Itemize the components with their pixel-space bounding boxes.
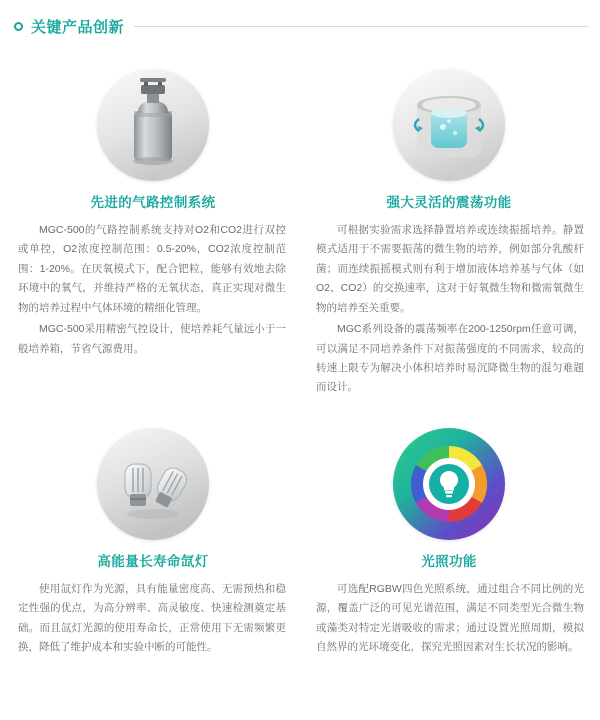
feature-card-illumination	[304, 410, 594, 670]
xenon-lamp-photo	[97, 428, 209, 540]
card-paragraph: 可根据实验需求选择静置培养或连续振摇培养。静置模式适用于不需要振荡的微生物的培养，例如部分乳酸杆菌；而连续振摇模式则有利于增加液体培养基与气体（如O2、CO2）的交换速率，这对于好氧微生物和微需氧微生物的培养至关重要。	[316, 224, 584, 314]
card-title: 高能量长寿命氙灯	[97, 553, 209, 569]
card-paragraph: MGC系列设备的震荡频率在200-1250rpm任意可调，可以满足不同培养条件下对振荡强度的不同需求，较高的转速上限专为解决小体积培养时易沉降微生物的混匀难题而设计。	[316, 323, 584, 394]
card-paragraph: MGC-500的气路控制系统支持对O2和CO2进行双控或单控，O2浓度控制范围：0.5-20%，CO2浓度控制范围：1-20%。在厌氧模式下，配合钯粒，能够有效地去除环境中的氧气，并维持严格的无氧状态，真正实现对微生物的培养过程中气体环境的精细化管理。	[18, 224, 286, 314]
section-header	[0, 0, 600, 45]
card-title: 强大灵活的震荡功能	[386, 195, 512, 210]
card-image-container	[18, 69, 288, 181]
rgbw-color-wheel-photo	[393, 428, 505, 540]
card-title: 先进的气路控制系统	[90, 195, 216, 210]
card-image-container	[18, 428, 288, 540]
feature-card-gas-control	[8, 51, 298, 410]
card-paragraph: 可选配RGBW四色光照系统，通过组合不同比例的光源，覆盖广泛的可见光谱范围，满足不同类型光合微生物或藻类对特定光谱吸收的需求；通过设置光照周期，模拟自然界的光环境变化，探究光照因素对生长状况的影响。	[316, 582, 584, 654]
card-paragraph: MGC-500采用精密气控设计，使培养耗气量远小于一般培养箱，节省气源费用。	[18, 323, 286, 355]
card-image-container	[314, 428, 584, 540]
page-title: 关键产品创新	[31, 19, 125, 36]
card-paragraph: 使用氙灯作为光源，具有能量密度高、无需预热和稳定性强的优点，为高分辨率、高灵敏度、快速检测奠定基础。而且氙灯光源的使用寿命长，正常使用下无需频繁更换，降低了维护成本和实验中断的可能性。	[18, 582, 286, 654]
feature-card-xenon-lamp	[8, 410, 298, 670]
circle-outline-icon	[14, 22, 23, 31]
gas-cylinder-photo	[97, 69, 209, 181]
card-image-container	[314, 69, 584, 181]
shaking-flask-photo	[393, 69, 505, 181]
header-divider	[134, 26, 588, 27]
feature-card-grid	[0, 45, 600, 669]
card-title: 光照功能	[421, 553, 477, 569]
feature-card-shaking	[304, 51, 594, 410]
